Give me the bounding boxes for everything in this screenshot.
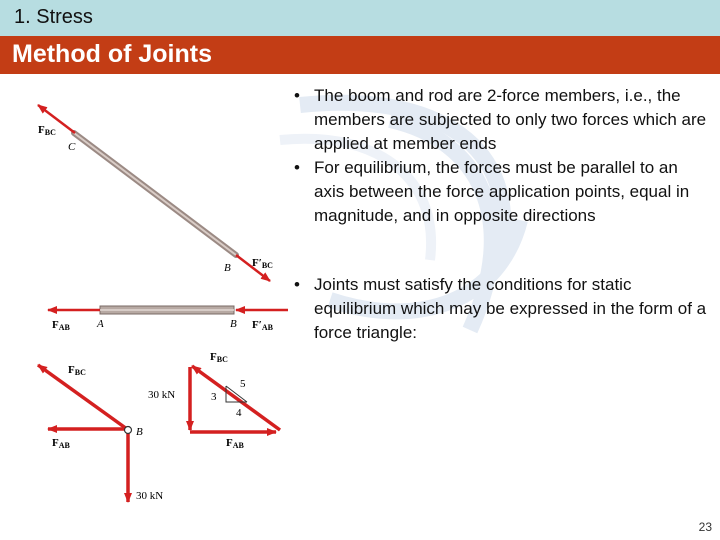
joint-fbc-label: FBC — [68, 364, 86, 377]
slope-side-5: 5 — [240, 378, 246, 390]
boom-force-fbc-prime-label: F′BC — [252, 257, 273, 270]
bullet-dot: • — [294, 158, 300, 177]
force-triangle — [148, 351, 280, 450]
point-b-label-rod: B — [230, 318, 237, 330]
point-c-label: C — [68, 141, 76, 153]
triangle-fbc-arrow — [192, 366, 280, 430]
joint-load-label: 30 kN — [136, 490, 164, 502]
boom-force-fbc-label: FBC — [38, 124, 56, 137]
bullet-text: For equilibrium, the forces must be parallel to an axis between the force application points, equal in magnitude, and in opposite directions — [314, 158, 690, 225]
boom-member-bc — [38, 105, 273, 281]
page-number: 23 — [698, 520, 712, 534]
triangle-fab-label: FAB — [226, 437, 244, 450]
point-a-label: A — [97, 318, 104, 330]
bullet-text: The boom and rod are 2-force members, i.e., the members are subjected to only two forces which are applied at member ends — [314, 86, 707, 153]
joint-fab-label: FAB — [52, 437, 70, 450]
joint-b-free-body — [38, 364, 163, 502]
bullet-item-equilibrium — [290, 156, 710, 228]
bullet-text: Joints must satisfy the conditions for static equilibrium which may be expressed in the form of a force triangle: — [314, 275, 707, 342]
rod-member-ab — [48, 306, 288, 332]
slide-title: Method of Joints — [12, 40, 212, 68]
joint-b-pin — [125, 427, 132, 434]
bullet-item-force-triangle — [290, 273, 710, 345]
point-b-label-boom: B — [224, 262, 231, 274]
rod-force-fab-label: FAB — [52, 319, 70, 332]
joint-point-b-label: B — [136, 426, 143, 438]
section-title: 1. Stress — [14, 6, 93, 28]
triangle-load-label: 30 kN — [148, 389, 176, 401]
triangle-fbc-label: FBC — [210, 351, 228, 364]
bullet-dot: • — [294, 86, 300, 105]
slope-side-3: 3 — [211, 391, 217, 403]
slope-side-4: 4 — [236, 407, 242, 419]
bullet-list — [290, 84, 710, 345]
rod-force-fab-prime-label: F′AB — [252, 319, 273, 332]
bullet-item-two-force-members — [290, 84, 710, 156]
bullet-dot: • — [294, 275, 300, 294]
